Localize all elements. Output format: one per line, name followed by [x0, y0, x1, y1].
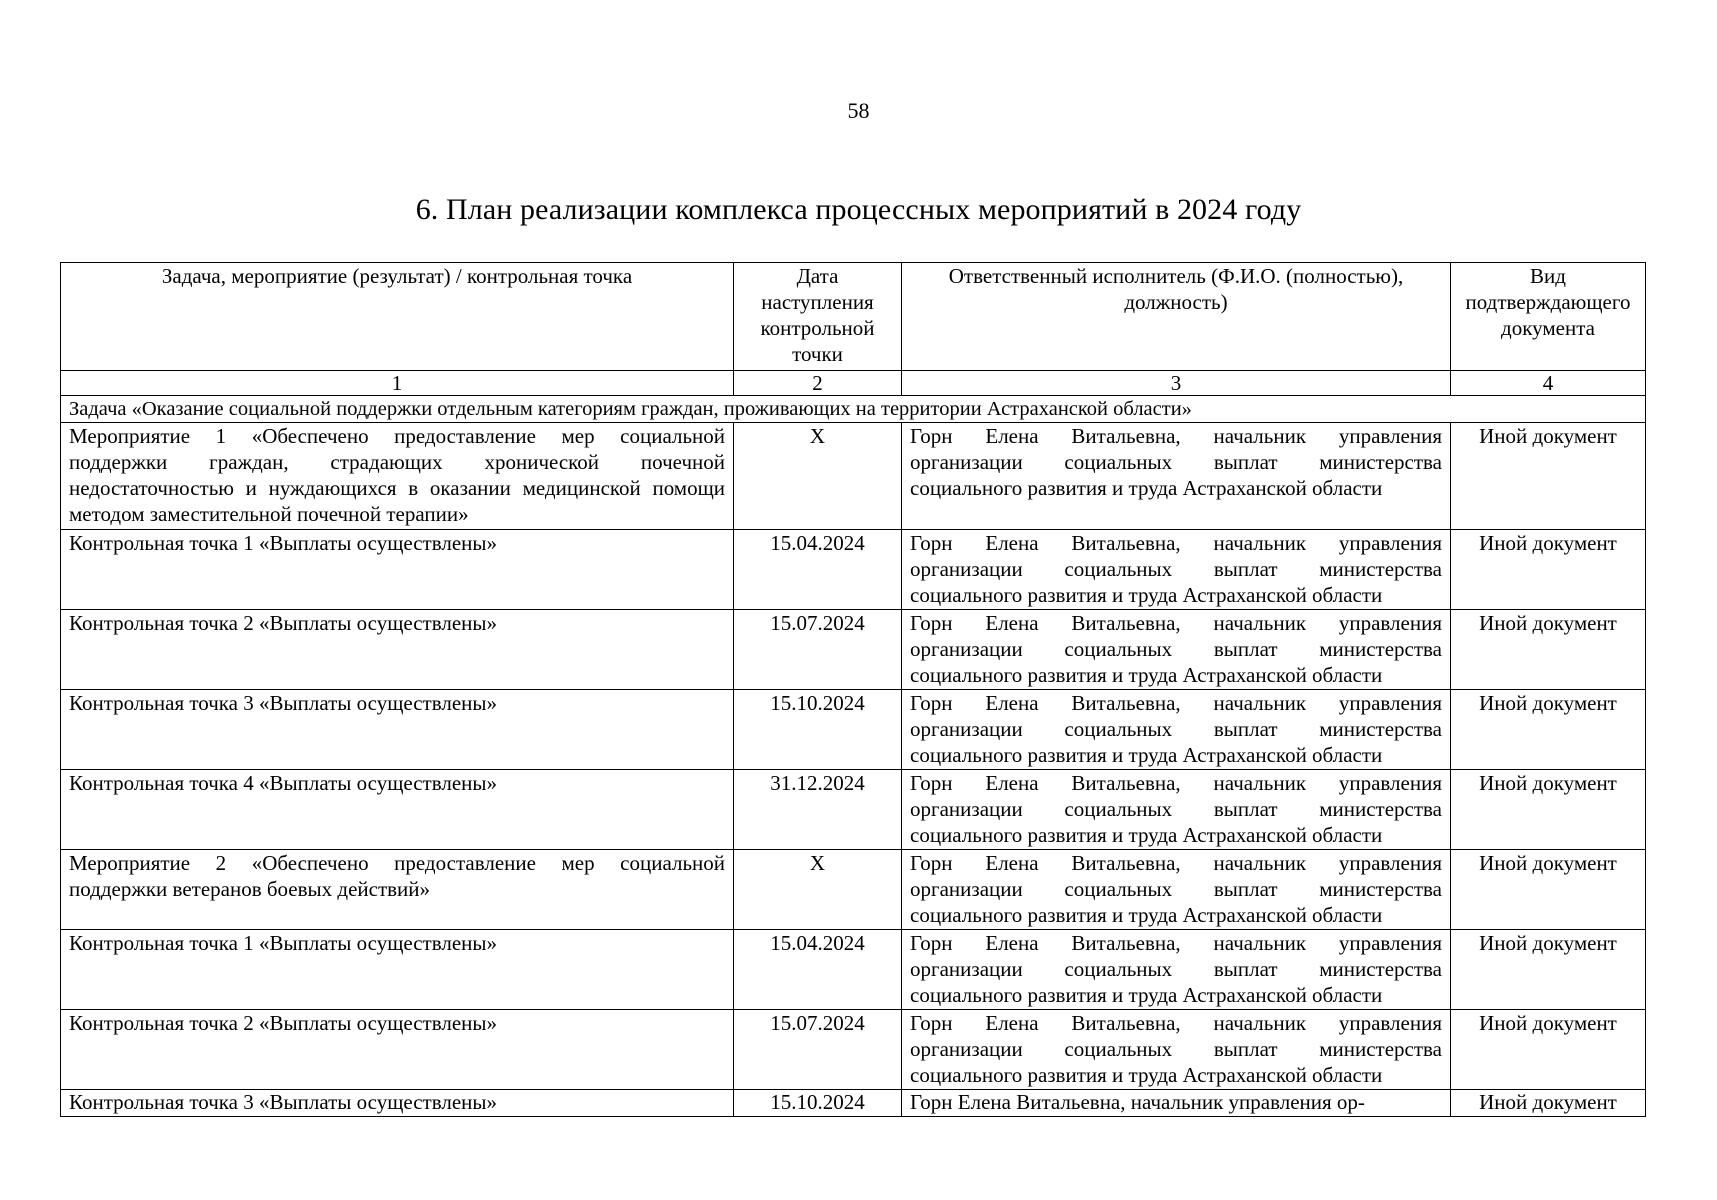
row-name: Контрольная точка 3 «Выплаты осуществлены»: [61, 1090, 734, 1117]
row-name: Контрольная точка 1 «Выплаты осуществлены»: [61, 530, 734, 610]
header-responsible: Ответственный исполнитель (Ф.И.О. (полностью), должность): [902, 263, 1451, 371]
header-doc-type: Вид подтверждающего документа: [1451, 263, 1646, 371]
row-name: Контрольная точка 3 «Выплаты осуществлены»: [61, 690, 734, 770]
row-responsible: Горн Елена Витальевна, начальник управления организации социальных выплат министерства социального развития и труда Астраханской области: [902, 850, 1451, 930]
task-row: [61, 396, 1646, 423]
page-title: 6. План реализации комплекса процессных мероприятий в 2024 году: [415, 193, 1302, 226]
row-name: Контрольная точка 4 «Выплаты осуществлены»: [61, 770, 734, 850]
table-row: [61, 530, 1646, 610]
row-doc-type: Иной документ: [1451, 530, 1646, 610]
column-number: 2: [734, 371, 902, 396]
row-doc-type: Иной документ: [1451, 423, 1646, 530]
row-name: Мероприятие 1 «Обеспечено предоставление мер социальной поддержки граждан, страдающих хронической почечной недостаточностью и нуждающихся в оказании медицинской помощи методом заместительной почечной терапии»: [61, 423, 734, 530]
table-row: [61, 423, 1646, 530]
row-responsible: Горн Елена Витальевна, начальник управления организации социальных выплат министерства социального развития и труда Астраханской области: [902, 770, 1451, 850]
column-number: 1: [61, 371, 734, 396]
row-date: 15.04.2024: [734, 930, 902, 1010]
column-numbers-row: [61, 371, 1646, 396]
row-date: 31.12.2024: [734, 770, 902, 850]
table-row: [61, 610, 1646, 690]
task-title: Задача «Оказание социальной поддержки отдельным категориям граждан, проживающих на территории Астраханской области»: [61, 396, 1646, 423]
row-doc-type: Иной документ: [1451, 930, 1646, 1010]
row-responsible: Горн Елена Витальевна, начальник управления ор-: [902, 1090, 1451, 1117]
row-date: X: [734, 850, 902, 930]
table-row: [61, 930, 1646, 1010]
row-name: Мероприятие 2 «Обеспечено предоставление мер социальной поддержки ветеранов боевых действий»: [61, 850, 734, 930]
row-doc-type: Иной документ: [1451, 850, 1646, 930]
row-doc-type: Иной документ: [1451, 1090, 1646, 1117]
row-name: Контрольная точка 2 «Выплаты осуществлены»: [61, 610, 734, 690]
table-header-row: [61, 263, 1646, 371]
column-number: 3: [902, 371, 1451, 396]
row-doc-type: Иной документ: [1451, 610, 1646, 690]
row-doc-type: Иной документ: [1451, 690, 1646, 770]
row-responsible: Горн Елена Витальевна, начальник управления организации социальных выплат министерства социального развития и труда Астраханской области: [902, 690, 1451, 770]
table-row: [61, 850, 1646, 930]
row-date: 15.07.2024: [734, 610, 902, 690]
table-row: [61, 1010, 1646, 1090]
header-task: Задача, мероприятие (результат) / контрольная точка: [61, 263, 734, 371]
column-number: 4: [1451, 371, 1646, 396]
row-date: 15.04.2024: [734, 530, 902, 610]
plan-table: [60, 262, 1646, 1117]
row-doc-type: Иной документ: [1451, 1010, 1646, 1090]
table-row: [61, 690, 1646, 770]
row-date: 15.10.2024: [734, 1090, 902, 1117]
page-number: 58: [847, 98, 870, 123]
row-date: X: [734, 423, 902, 530]
row-responsible: Горн Елена Витальевна, начальник управления организации социальных выплат министерства социального развития и труда Астраханской области: [902, 1010, 1451, 1090]
row-responsible: Горн Елена Витальевна, начальник управления организации социальных выплат министерства социального развития и труда Астраханской области: [902, 930, 1451, 1010]
row-name: Контрольная точка 2 «Выплаты осуществлены»: [61, 1010, 734, 1090]
row-date: 15.10.2024: [734, 690, 902, 770]
table-row: [61, 1090, 1646, 1117]
row-name: Контрольная точка 1 «Выплаты осуществлены»: [61, 930, 734, 1010]
header-date: Дата наступления контрольной точки: [734, 263, 902, 371]
table-row: [61, 770, 1646, 850]
row-date: 15.07.2024: [734, 1010, 902, 1090]
row-doc-type: Иной документ: [1451, 770, 1646, 850]
row-responsible: Горн Елена Витальевна, начальник управления организации социальных выплат министерства социального развития и труда Астраханской области: [902, 610, 1451, 690]
row-responsible: Горн Елена Витальевна, начальник управления организации социальных выплат министерства социального развития и труда Астраханской области: [902, 423, 1451, 530]
row-responsible: Горн Елена Витальевна, начальник управления организации социальных выплат министерства социального развития и труда Астраханской области: [902, 530, 1451, 610]
